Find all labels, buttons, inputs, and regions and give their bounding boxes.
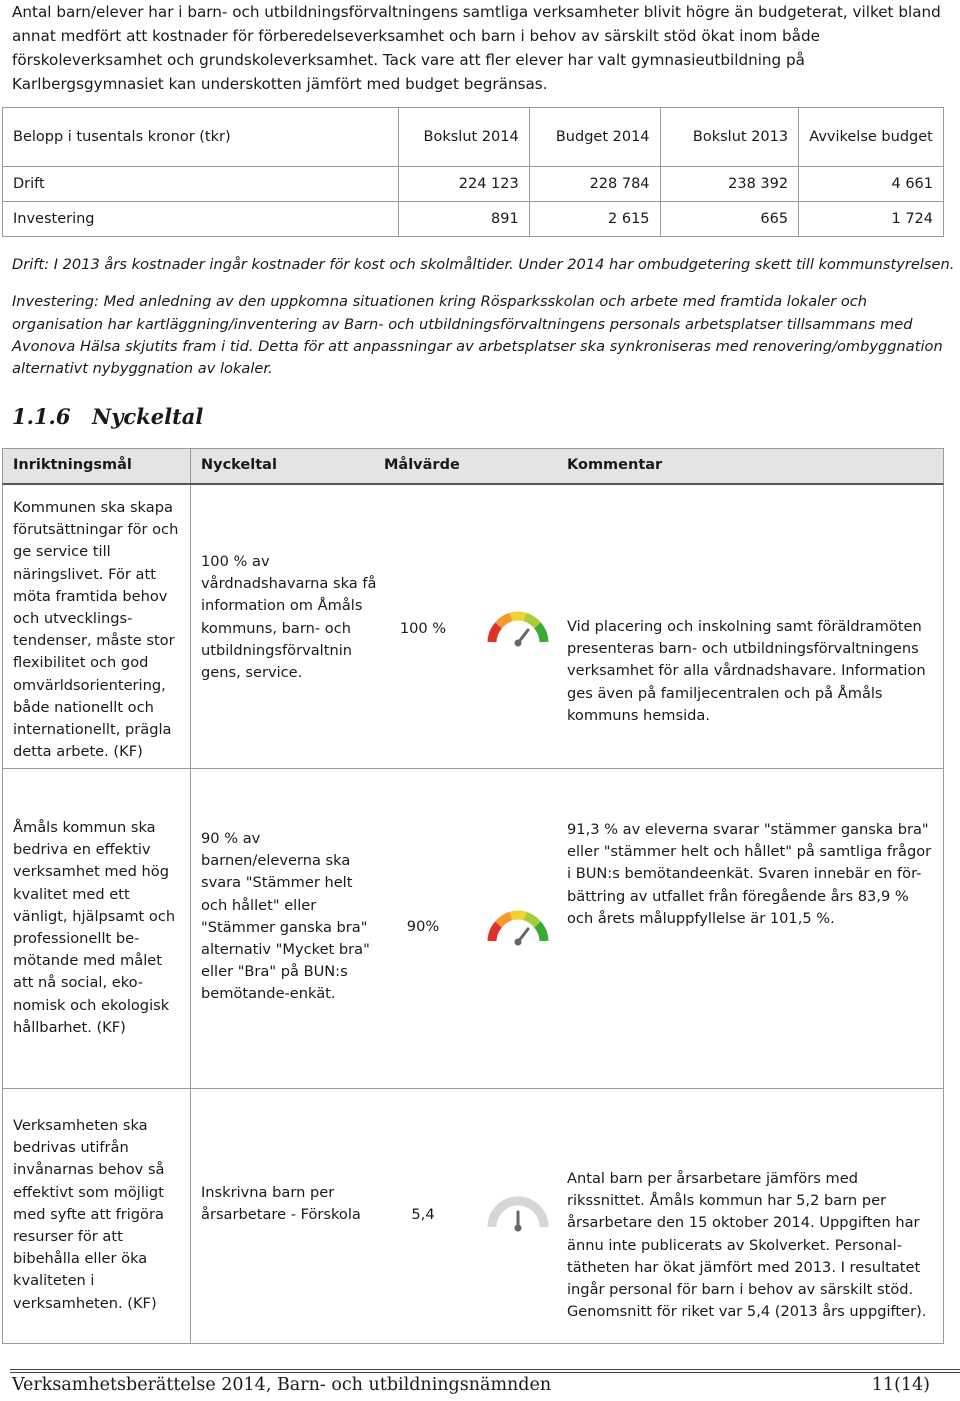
footer-rule <box>10 1369 960 1370</box>
note-drift: Drift: I 2013 års kostnader ingår kostnader för kost och skolmåltider. Under 2014 har ombudgetering skett till kommunstyrelsen. <box>12 256 955 273</box>
budget-cell: 1 724 <box>799 202 944 237</box>
budget-cell: Investering <box>3 202 399 237</box>
kpi-header-goal: Inriktningsmål <box>13 457 132 473</box>
budget-cell: 224 123 <box>398 167 529 202</box>
budget-header-avvikelse: Avvikelse budget <box>799 108 944 167</box>
budget-cell: 665 <box>660 202 799 237</box>
budget-table <box>2 107 944 237</box>
budget-row-investering <box>3 202 944 237</box>
kpi-row <box>2 485 944 769</box>
budget-cell: 891 <box>398 202 529 237</box>
section-number: 1.1.6 <box>12 404 71 429</box>
section-heading <box>12 404 203 429</box>
footer-title: Verksamhetsberättelse 2014, Barn- och utbildningsnämnden <box>12 1375 552 1395</box>
kpi-row <box>2 1089 944 1344</box>
budget-header-budget-2014: Budget 2014 <box>529 108 660 167</box>
section-title: Nyckeltal <box>92 404 204 429</box>
kpi-indicator: 90 % av barnen/eleverna ska svara "Stämmer helt och hållet" eller "Stämmer ganska bra" alternativ "Mycket bra" eller "Bra" på BUN:s bemötande-enkät. <box>201 830 370 1003</box>
kpi-header-target: Målvärde <box>384 457 460 473</box>
gray-gauge-icon <box>485 1195 551 1235</box>
budget-table-header <box>3 108 944 167</box>
intro-text: Antal barn/elever har i barn- och utbildningsförvaltningens samtliga verksamheter blivit högre än budgeterat, vilket bland annat medfört att kostnader för förberedelseverksamhet och barn i behov av särskilt stöd ökat inom både förskoleverksamhet och grundskoleverksamhet. Tack vare att fler elever har valt gymnasieutbildning på Karlbergsgymnasiet kan underskotten jämfört med budget begränsas. <box>12 3 941 93</box>
kpi-header-comment: Kommentar <box>567 457 663 473</box>
full-gauge-icon <box>485 610 551 650</box>
full-gauge-icon <box>485 909 551 949</box>
budget-cell: 2 615 <box>529 202 660 237</box>
footer-rule <box>10 1372 960 1373</box>
budget-cell: 238 392 <box>660 167 799 202</box>
kpi-comment: Vid placering och inskolning samt föräldramöten presenteras barn- och utbildningsförvaltningens verksamhet för alla vårdnadshavare. Information ges även på familjecentralen och på Åmåls kommuns hemsida. <box>567 618 926 724</box>
budget-cell: 4 661 <box>799 167 944 202</box>
kpi-goal: Kommunen ska skapa förutsättningar för och ge service till näringslivet. För att möta framtida behov och utvecklings-tendenser, måste stor flexibilitet och god omvärldsorientering, både nationellt och internationellt, prägla detta arbete. (KF) <box>13 499 179 761</box>
footer-page-number: 11(14) <box>871 1375 930 1395</box>
kpi-table-header <box>2 448 944 485</box>
kpi-indicator: 100 % av vårdnadshavarna ska få information om Åmåls kommuns, barn- och utbildningsförvaltnin gens, service. <box>201 553 377 682</box>
budget-notes <box>12 254 957 395</box>
budget-row-drift <box>3 167 944 202</box>
kpi-table <box>2 448 944 1344</box>
budget-cell: Drift <box>3 167 399 202</box>
kpi-header-indicator: Nyckeltal <box>201 457 277 473</box>
kpi-comment: 91,3 % av eleverna svarar "stämmer ganska bra" eller "stämmer helt och hållet" på samtliga frågor i BUN:s bemötandeenkät. Svaren innebär en för-bättring av utfallet från föregående års 83,9 % och årets måluppfyllelse är 101,5 %. <box>567 821 932 927</box>
kpi-goal: Verksamheten ska bedrivas utifrån invånarnas behov så effektivt som möjligt med syfte att frigöra resurser för att bibehålla eller öka kvaliteten i verksamheten. (KF) <box>13 1117 165 1312</box>
budget-header-bokslut-2014: Bokslut 2014 <box>398 108 529 167</box>
kpi-indicator: Inskrivna barn per årsarbetare - Förskola <box>201 1184 361 1224</box>
budget-header-amount: Belopp i tusentals kronor (tkr) <box>3 108 399 167</box>
kpi-row <box>2 769 944 1089</box>
intro-paragraph <box>12 0 948 96</box>
kpi-target: 90% <box>406 918 440 935</box>
kpi-goal: Åmåls kommun ska bedriva en effektiv verksamhet med hög kvalitet med ett vänligt, hjälpsamt och professionellt be-mötande med målet att nå social, eko-nomisk och ekologisk hållbarhet. (KF) <box>13 819 176 1036</box>
note-investering: Investering: Med anledning av den uppkomna situationen kring Rösparksskolan och arbete med framtida lokaler och organisation har kartläggning/inventering av Barn- och utbildningsförvaltningens personals arbetsplatser tillsammans med Avonova Hälsa skjutits fram i tid. Detta för att anpassningar av arbetsplatser ska synkroniseras med renovering/ombyggnation alternativt nybyggnation av lokaler. <box>12 293 943 378</box>
kpi-comment: Antal barn per årsarbetare jämförs med rikssnittet. Åmåls kommun har 5,2 barn per årsarbetare den 15 oktober 2014. Uppgiften har ännu inte publicerats av Skolverket. Personal-tätheten har ökat jämfört med 2013. I resultatet ingår personal för barn i behov av särskilt stöd. Genomsnitt för riket var 5,4 (2013 års uppgifter). <box>567 1170 927 1321</box>
budget-header-bokslut-2013: Bokslut 2013 <box>660 108 799 167</box>
kpi-target: 5,4 <box>411 1206 435 1223</box>
budget-cell: 228 784 <box>529 167 660 202</box>
kpi-target: 100 % <box>399 620 447 637</box>
